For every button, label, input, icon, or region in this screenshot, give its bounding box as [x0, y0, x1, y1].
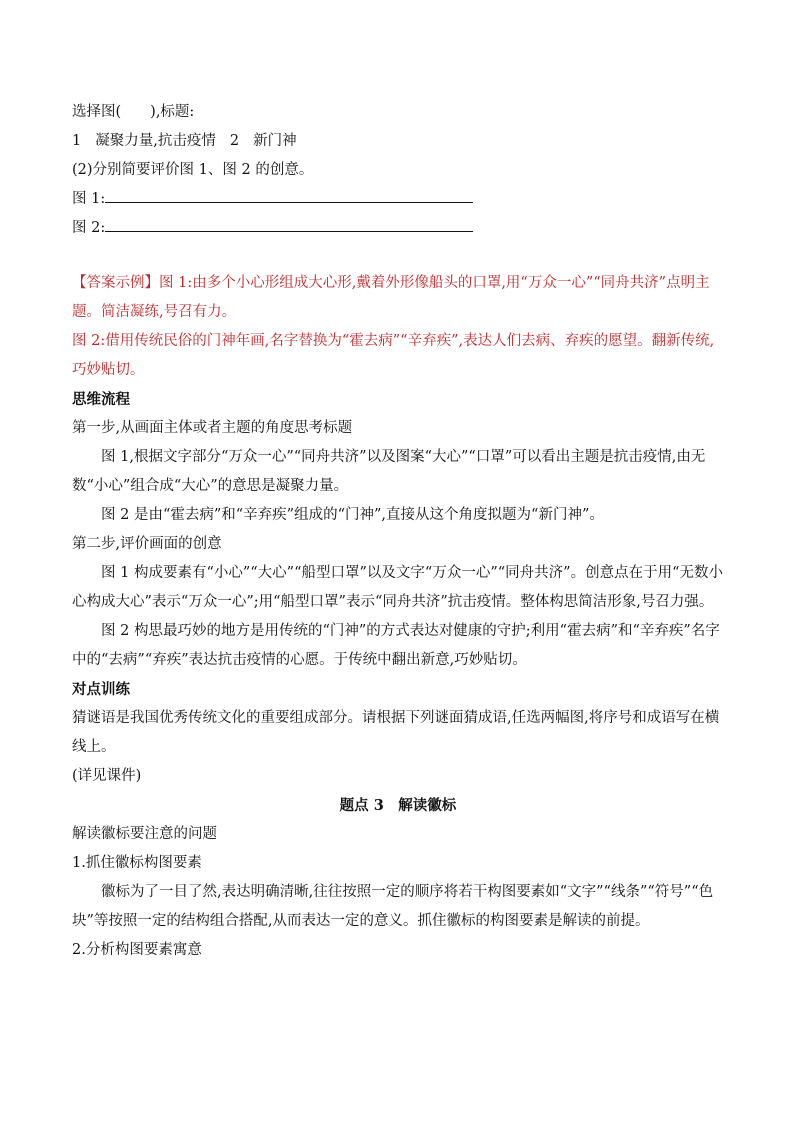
option-2-text: 新门神	[253, 133, 297, 149]
section-3-para-1: 徽标为了一目了然,表达明确清晰,往往按照一定的顺序将若干构图要素如“文字”“线条”“符号”“色块”等按照一定的结构组合搭配,从而表达一定的意义。抓住徽标的构图要素是解读的前提。	[72, 884, 714, 929]
option-1-number: 1	[72, 133, 82, 149]
thinking-step-2-para-1: 图 1 构成要素有“小心”“大心”“船型口罩”以及文字“万众一心”“同舟共济”。创意点在于用“无数小心构成大心”表示“万众一心”;用“船型口罩”表示“同舟共济”抗击疫情。整体构思简洁形象,号召力强。	[72, 565, 723, 610]
thinking-step-2: 第二步,评价画面的创意	[72, 536, 222, 552]
training-para: 猜谜语是我国优秀传统文化的重要组成部分。请根据下列谜面猜成语,任选两幅图,将序号和成语写在横线上。	[72, 710, 720, 755]
blank-1-line[interactable]	[105, 188, 473, 203]
answer-blank-1	[72, 185, 724, 214]
answer-example-1	[72, 269, 724, 327]
answer-example-2: 图 2:借用传统民俗的门神年画,名字替换为“霍去病”“辛弃疾”,表达人们去病、弃疾的愿望。翻新传统,巧妙贴切。	[72, 333, 715, 378]
option-1-text: 凝聚力量,抗击疫情	[95, 133, 216, 149]
thinking-step-1-para-1: 图 1,根据文字部分“万众一心”“同舟共济”以及图案“大心”“口罩”可以看出主题是抗击疫情,由无数“小心”组合成“大心”的意思是凝聚力量。	[72, 449, 706, 494]
title-options	[72, 127, 724, 156]
section-3-heading-1: 1.抓住徽标构图要素	[72, 855, 202, 871]
training-note: (详见课件)	[72, 768, 142, 784]
thinking-heading: 思维流程	[72, 391, 130, 408]
blank-2-line[interactable]	[105, 217, 473, 232]
training-heading: 对点训练	[72, 681, 130, 698]
document-page	[72, 98, 724, 965]
section-3-title: 题点 3 解读徽标	[339, 797, 457, 814]
question-2: (2)分别简要评价图 1、图 2 的创意。	[72, 162, 314, 178]
answer-blank-2	[72, 214, 724, 243]
thinking-step-1: 第一步,从画面主体或者主题的角度思考标题	[72, 420, 353, 436]
option-2-number: 2	[229, 133, 240, 149]
blank-1-label: 图 1:	[72, 191, 106, 207]
thinking-step-2-para-2: 图 2 构思最巧妙的地方是用传统的“门神”的方式表达对健康的守护;利用“霍去病”和“辛弃疾”名字中的“去病”“弃疾”表达抗击疫情的心愿。于传统中翻出新意,巧妙贴切。	[72, 623, 720, 668]
answer-example-label: 【答案示例】	[72, 275, 159, 291]
section-3-heading-2: 2.分析构图要素寓意	[72, 942, 202, 958]
answer-example-text-1: 图 1:由多个小心形组成大心形,戴着外形像船头的口罩,用“万众一心”“同舟共济”点明主题。简洁凝练,号召有力。	[72, 275, 710, 320]
question-select-title: 选择图( ),标题:	[72, 104, 195, 120]
blank-2-label: 图 2:	[72, 220, 106, 236]
thinking-step-1-para-2: 图 2 是由“霍去病”和“辛弃疾”组成的“门神”,直接从这个角度拟题为“新门神”。	[101, 507, 604, 523]
section-3-intro: 解读徽标要注意的问题	[72, 826, 217, 842]
